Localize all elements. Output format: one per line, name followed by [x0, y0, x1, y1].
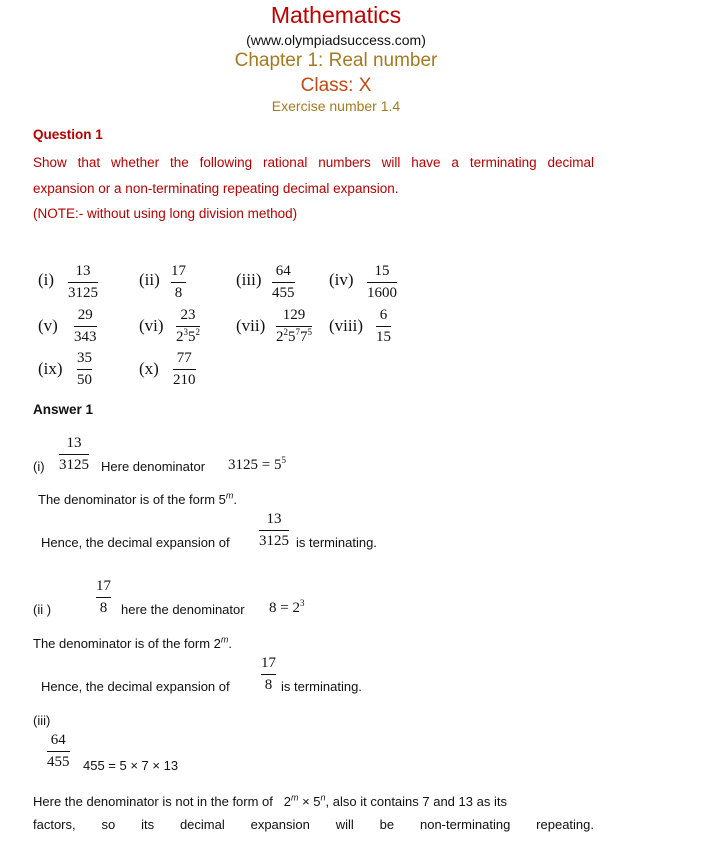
answer-heading: Answer 1	[33, 402, 94, 417]
fraction: 17 8	[261, 655, 276, 693]
chapter-title: Chapter 1: Real number	[234, 50, 438, 71]
fraction: 13 3125	[259, 511, 289, 549]
part-label: (iii)	[33, 713, 51, 728]
question-line-2: expansion or a non-terminating repeating decimal expansion.	[33, 181, 399, 196]
class-label: Class: X	[300, 75, 372, 96]
fraction: 129 $2^25^77^5$	[276, 307, 312, 345]
answer-text: here the denominator	[121, 602, 245, 617]
fraction: 23 $2^35^2$	[176, 307, 200, 345]
exercise-label: Exercise number 1.4	[271, 98, 401, 114]
website-link[interactable]: (www.olympiadsuccess.com)	[246, 32, 426, 48]
form-statement: The denominator is of the form 2$^m$.	[33, 634, 232, 651]
fraction: 17 8	[96, 578, 111, 616]
item-label: (i)	[38, 270, 55, 289]
fraction: 64 455	[272, 263, 295, 301]
item-label: (v)	[38, 316, 58, 335]
fraction: 64 455	[47, 732, 70, 770]
fraction: 35 50	[77, 350, 92, 388]
item-label: (viii)	[329, 316, 363, 335]
page-title: Mathematics	[270, 2, 402, 28]
item-label: (ix)	[38, 359, 63, 378]
question-line-1: Show that whether the following rational numbers will have a terminating decimal	[33, 155, 594, 170]
answer-text: Here denominator	[101, 459, 206, 474]
equation: $3125 = 5^5$	[228, 455, 286, 473]
fraction: 17 8	[171, 263, 186, 301]
item-label: (x)	[139, 359, 159, 378]
fraction: 13 3125	[59, 435, 89, 473]
form-statement: The denominator is of the form 5$^m$.	[38, 490, 237, 507]
hence-text: is terminating.	[281, 679, 362, 694]
fraction: 29 343	[74, 307, 97, 345]
hence-text: Hence, the decimal expansion of	[41, 679, 230, 694]
item-label: (vii)	[236, 316, 266, 335]
fraction: 77 210	[173, 350, 196, 388]
part-label: (i)	[33, 459, 45, 474]
factorization: 455 = 5 × 7 × 13	[83, 758, 179, 773]
question-note: (NOTE:- without using long division method)	[33, 206, 298, 221]
fraction: 15 1600	[367, 263, 397, 301]
item-label: (iv)	[329, 270, 354, 289]
fraction: 13 3125	[68, 263, 98, 301]
hence-text: Hence, the decimal expansion of	[41, 535, 230, 550]
hence-text: is terminating.	[296, 535, 377, 550]
fraction: 6 15	[376, 307, 391, 345]
question-heading: Question 1	[33, 127, 103, 142]
equation: $8 = 2^3$	[269, 598, 305, 616]
item-label: (vi)	[139, 316, 164, 335]
explanation-line-2: factors, so its decimal expansion will be non-terminating repeating.	[33, 817, 594, 832]
item-label: (ii)	[139, 270, 160, 289]
part-label: (ii )	[33, 602, 52, 617]
item-label: (iii)	[236, 270, 262, 289]
explanation-line-1: Here the denominator is not in the form of $2^m \times 5^n$, also it contains 7 and 13 as its	[33, 792, 507, 809]
